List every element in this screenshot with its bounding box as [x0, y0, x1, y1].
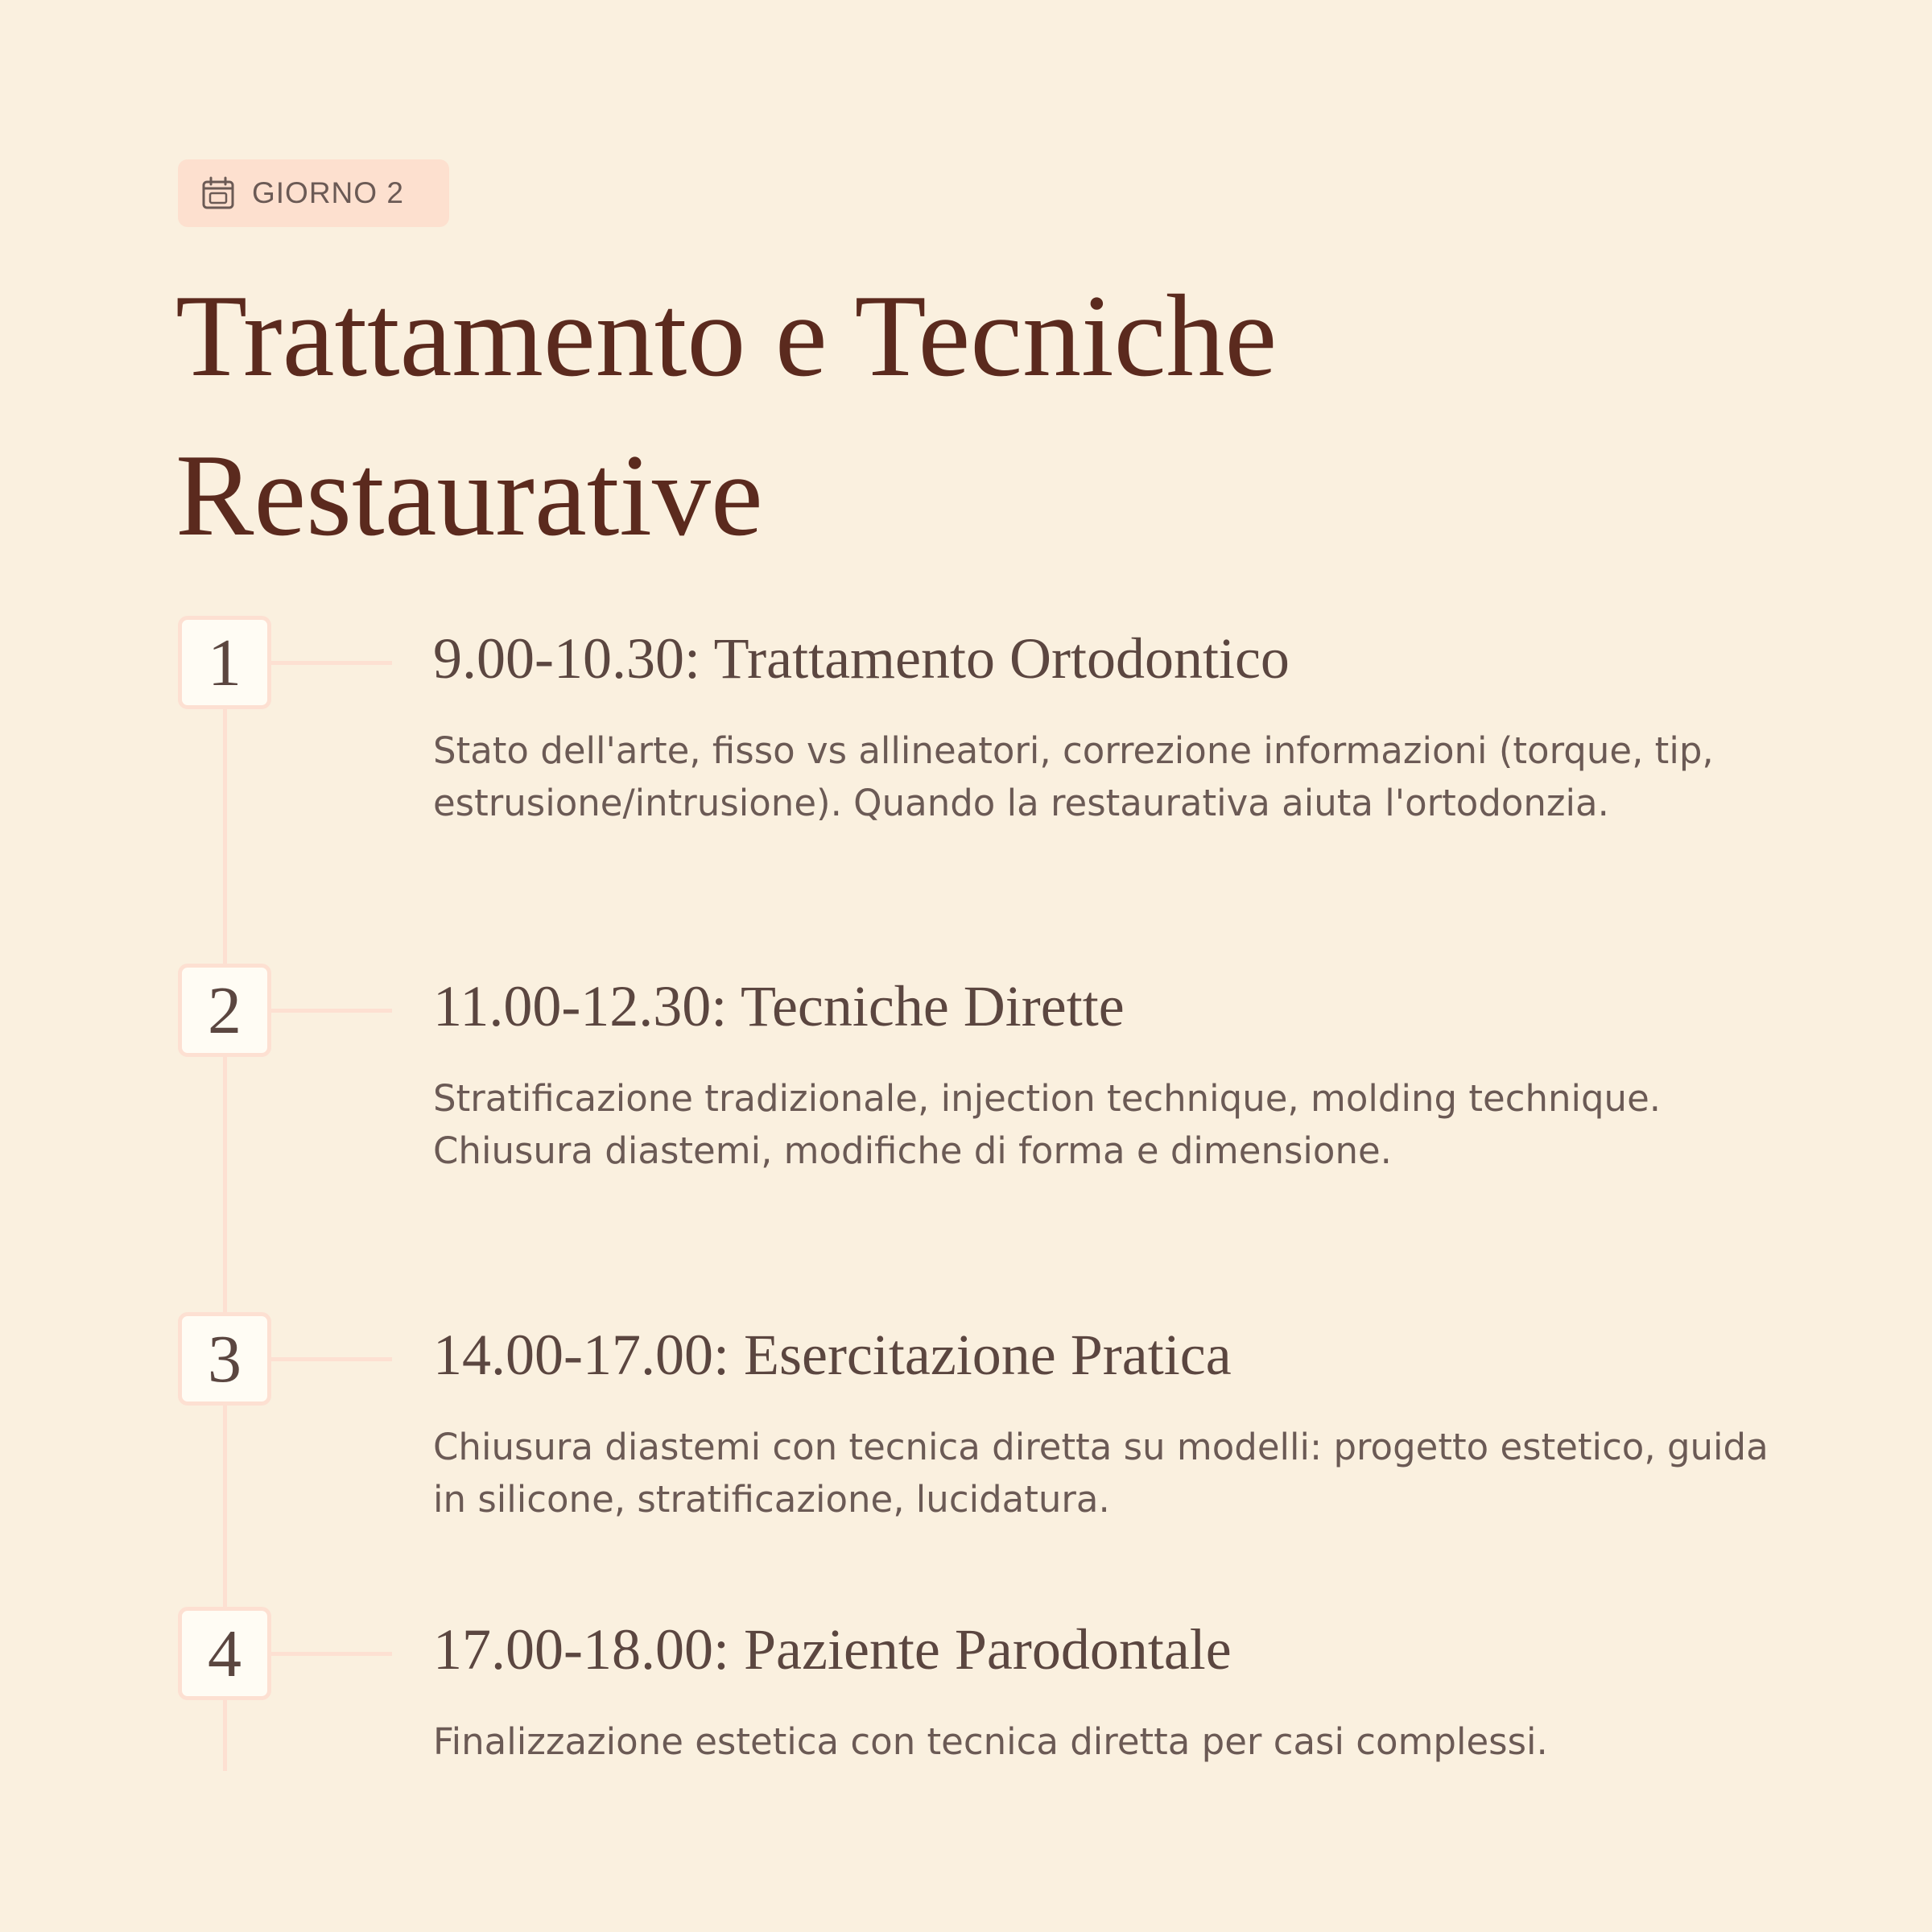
step-number: 2 [178, 964, 271, 1057]
session-description: Stratificazione tradizionale, injection technique, molding technique. Chiusura diastemi, modifiche di forma e dimensione. [433, 1077, 1662, 1172]
session-description: Chiusura diastemi con tecnica diretta su modelli: progetto estetico, guida in silicone, stratificazione, lucidatura. [433, 1426, 1769, 1521]
step-number: 4 [178, 1607, 271, 1700]
session-title: 11.00-12.30: Tecniche Dirette [433, 974, 1125, 1038]
calendar-icon [200, 175, 236, 211]
session-title: 9.00-10.30: Trattamento Ortodontico [433, 626, 1290, 691]
day-badge-label: GIORNO 2 [252, 176, 404, 209]
session-description: Stato dell'arte, fisso vs allineatori, correzione informazioni (torque, tip, estrusione/intrusione). Quando la restaurativa aiuta l'ortodonzia. [433, 729, 1714, 824]
session-title: 17.00-18.00: Paziente Parodontale [433, 1617, 1232, 1682]
step-number: 1 [178, 616, 271, 709]
page-title: Trattamento e Tecniche Restaurative [175, 270, 1278, 560]
connector-line [271, 1652, 392, 1656]
session-description: Finalizzazione estetica con tecnica diretta per casi complessi. [433, 1720, 1548, 1763]
connector-line [271, 1357, 392, 1361]
session-title: 14.00-17.00: Esercitazione Pratica [433, 1323, 1232, 1387]
connector-line [271, 661, 392, 665]
day-badge [178, 159, 449, 227]
step-number: 3 [178, 1312, 271, 1406]
connector-line [271, 1009, 392, 1013]
